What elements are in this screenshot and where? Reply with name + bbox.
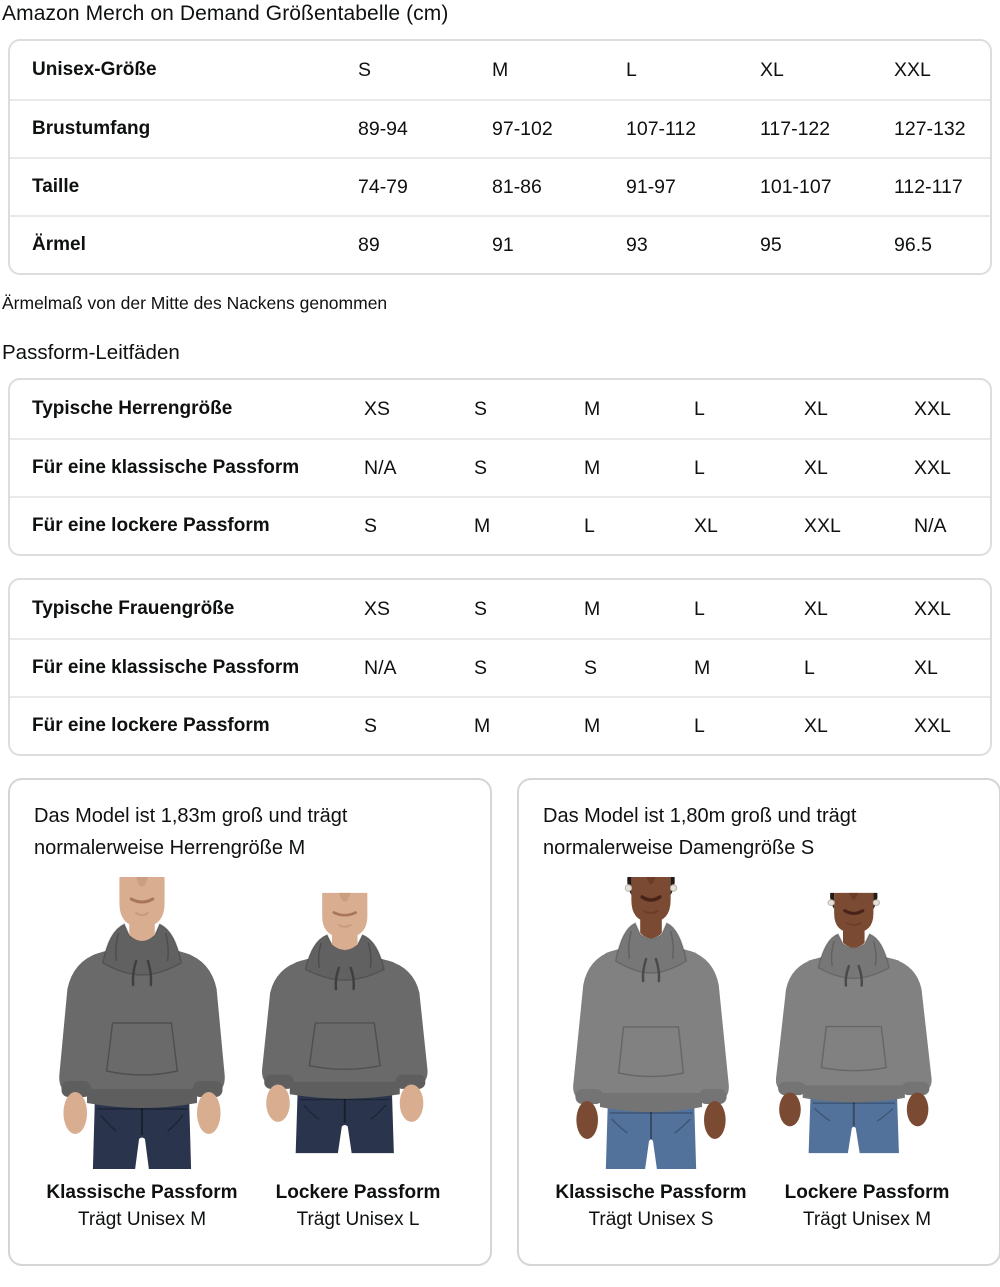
size-cell: 97-102	[492, 117, 553, 140]
table-row	[10, 696, 990, 754]
size-cell: M	[694, 656, 711, 679]
women-loose-fit-figure	[759, 877, 975, 1231]
size-cell: S	[474, 456, 488, 479]
male-model-classic-photo	[34, 877, 250, 1169]
size-cell: L	[694, 714, 705, 737]
unisex-size-table	[8, 39, 992, 275]
size-cell: 74-79	[358, 175, 408, 198]
men-loose-fit-figure	[250, 877, 466, 1231]
row-label: Brustumfang	[32, 118, 151, 139]
size-cell: M	[474, 514, 491, 537]
size-cell: XL	[760, 58, 784, 81]
size-cell: XXL	[894, 58, 931, 81]
row-label: Ärmel	[32, 234, 86, 255]
size-cell: M	[584, 456, 601, 479]
female-model-classic-photo	[543, 877, 759, 1169]
fit-guides-heading: Passform-Leitfäden	[2, 341, 180, 364]
fit-size: Trägt Unisex L	[296, 1209, 420, 1230]
size-cell: N/A	[364, 656, 397, 679]
size-cell: S	[364, 514, 378, 537]
table-row	[10, 380, 990, 438]
fit-name: Klassische Passform	[46, 1182, 238, 1203]
men-models-row	[34, 877, 466, 1231]
men-classic-fit-figure	[34, 877, 250, 1231]
size-cell: M	[584, 714, 601, 737]
size-cell: L	[626, 58, 637, 81]
row-label: Für eine klassische Passform	[32, 657, 300, 678]
women-classic-fit-figure	[543, 877, 759, 1231]
size-cell: L	[694, 456, 705, 479]
size-cell: XXL	[804, 514, 841, 537]
size-cell: 93	[626, 233, 648, 256]
size-cell: M	[584, 397, 601, 420]
row-label: Typische Herrengröße	[32, 398, 233, 419]
row-label: Taille	[32, 176, 80, 197]
men-fit-table	[8, 378, 992, 556]
size-cell: 95	[760, 233, 782, 256]
fit-size: Trägt Unisex S	[588, 1209, 714, 1230]
size-cell: XL	[804, 397, 828, 420]
row-label: Für eine klassische Passform	[32, 457, 300, 478]
male-model-loose-photo	[250, 877, 466, 1169]
size-cell: M	[584, 597, 601, 620]
women-model-description: Das Model ist 1,80m groß und trägt normalerweise Damengröße S	[543, 805, 857, 859]
size-cell: N/A	[914, 514, 947, 537]
row-label: Typische Frauengröße	[32, 598, 235, 619]
row-label: Unisex-Größe	[32, 59, 157, 80]
row-label: Für eine lockere Passform	[32, 715, 270, 736]
fit-size: Trägt Unisex M	[77, 1209, 207, 1230]
size-cell: S	[584, 656, 598, 679]
men-model-card	[8, 778, 492, 1266]
fit-name: Klassische Passform	[555, 1182, 747, 1203]
table-row	[10, 580, 990, 638]
size-cell: XXL	[914, 456, 951, 479]
size-cell: 96.5	[894, 233, 932, 256]
size-cell: 101-107	[760, 175, 832, 198]
model-cards	[8, 778, 992, 1266]
size-cell: S	[474, 656, 488, 679]
women-fit-table	[8, 578, 992, 756]
size-cell: 91	[492, 233, 514, 256]
size-cell: XXL	[914, 397, 951, 420]
size-cell: XXL	[914, 597, 951, 620]
size-cell: XL	[694, 514, 718, 537]
table-row	[10, 438, 990, 496]
fit-name: Lockere Passform	[784, 1182, 950, 1203]
size-cell: XL	[804, 597, 828, 620]
size-cell: L	[804, 656, 815, 679]
table-row	[10, 41, 990, 99]
size-cell: 91-97	[626, 175, 676, 198]
size-cell: 127-132	[894, 117, 966, 140]
size-cell: XS	[364, 597, 391, 620]
size-cell: XL	[804, 714, 828, 737]
table-row	[10, 638, 990, 696]
fit-name: Lockere Passform	[275, 1182, 441, 1203]
page-title: Amazon Merch on Demand Größentabelle (cm)	[2, 2, 449, 25]
women-models-row	[543, 877, 975, 1231]
table-row	[10, 157, 990, 215]
size-cell: N/A	[364, 456, 397, 479]
size-cell: L	[694, 597, 705, 620]
size-cell: S	[364, 714, 378, 737]
size-cell: XL	[914, 656, 938, 679]
size-cell: 81-86	[492, 175, 542, 198]
table-row	[10, 496, 990, 554]
table-row	[10, 99, 990, 157]
size-cell: 112-117	[894, 175, 963, 198]
size-cell: 89-94	[358, 117, 408, 140]
sleeve-measure-note: Ärmelmaß von der Mitte des Nackens genommen	[2, 293, 388, 313]
table-row	[10, 215, 990, 273]
size-cell: 89	[358, 233, 380, 256]
female-model-loose-photo	[759, 877, 975, 1169]
size-cell: 107-112	[626, 117, 697, 140]
size-cell: S	[474, 597, 488, 620]
size-cell: M	[492, 58, 509, 81]
size-cell: 117-122	[760, 117, 831, 140]
size-cell: S	[358, 58, 372, 81]
women-model-card	[517, 778, 1000, 1266]
size-cell: XL	[804, 456, 828, 479]
size-cell: S	[474, 397, 488, 420]
row-label: Für eine lockere Passform	[32, 515, 270, 536]
men-model-description: Das Model ist 1,83m groß und trägt normalerweise Herrengröße M	[34, 805, 348, 859]
size-cell: XS	[364, 397, 391, 420]
fit-size: Trägt Unisex M	[802, 1209, 932, 1230]
size-cell: XXL	[914, 714, 951, 737]
size-cell: L	[694, 397, 705, 420]
size-cell: L	[584, 514, 595, 537]
size-cell: M	[474, 714, 491, 737]
